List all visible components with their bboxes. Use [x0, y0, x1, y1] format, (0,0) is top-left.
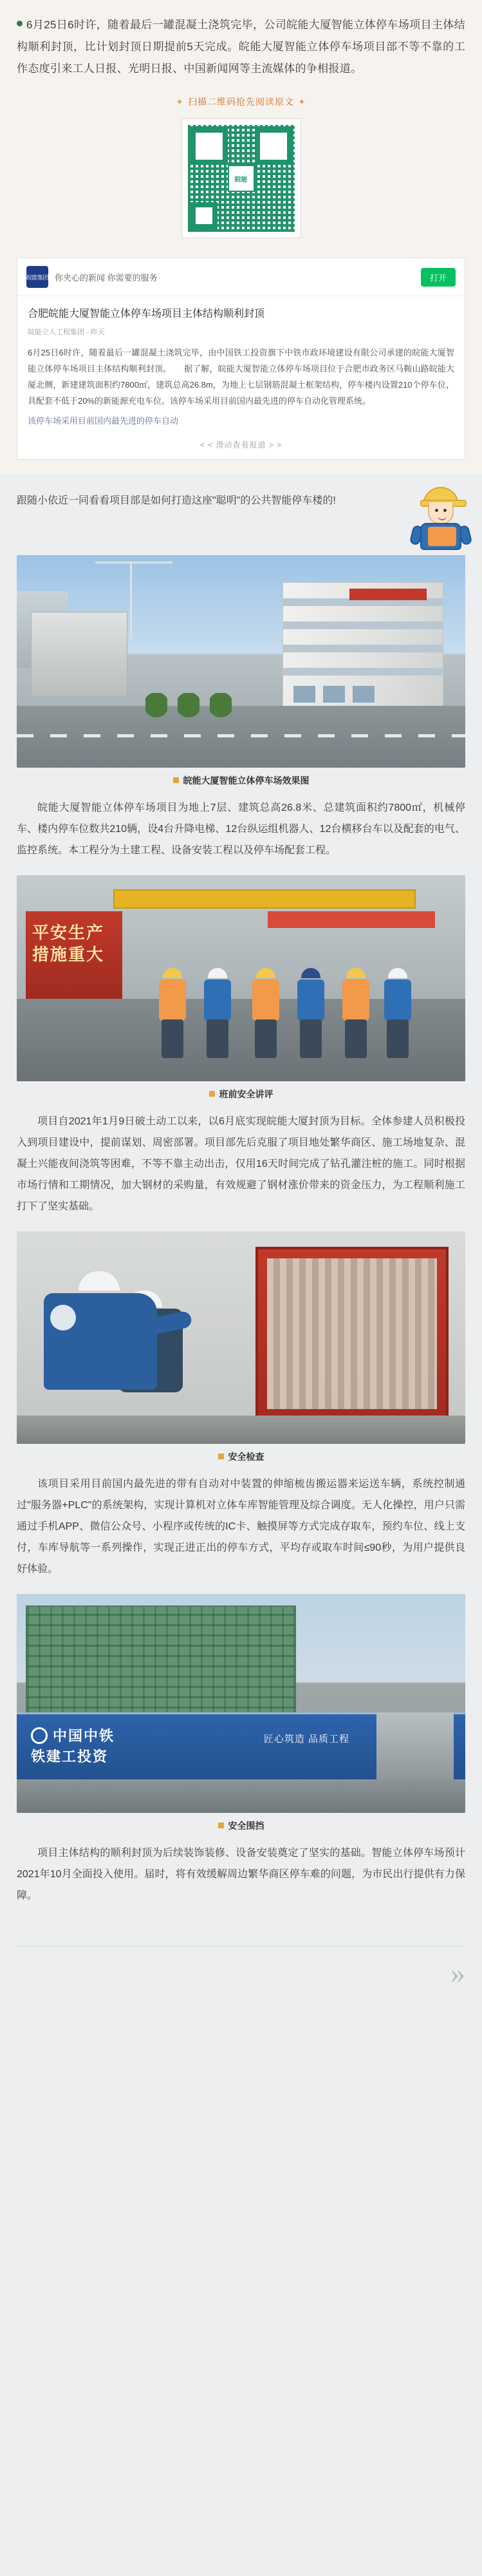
card-swipe-hint: < < 滑动查看报道 > >	[199, 440, 283, 450]
content-body	[0, 551, 482, 1946]
open-button[interactable]: 打开	[421, 268, 456, 287]
worker-mascot-icon	[411, 486, 470, 553]
facade-band-2	[283, 621, 443, 629]
orange-square-icon	[173, 777, 179, 783]
photo-inspection	[17, 1231, 465, 1444]
legs-icon	[255, 1019, 277, 1058]
caption-text-4: 安全围挡	[228, 1821, 264, 1831]
fence-slogan: 匠心筑造 品质工程	[263, 1734, 349, 1745]
account-avatar: 皖能集团	[26, 266, 48, 288]
vest-icon	[159, 980, 186, 1021]
worker-2	[200, 968, 235, 1065]
qr-tip-text: 扫描二维码抢先阅读原文	[188, 97, 294, 107]
card-more-text[interactable]: 该停车场采用目前国内最先进的停车自动	[28, 416, 179, 426]
control-panel	[255, 1247, 449, 1421]
card-header	[17, 258, 465, 296]
legs-icon	[207, 1019, 228, 1058]
qr-tip	[17, 95, 465, 108]
site-gate	[376, 1712, 454, 1779]
helmet-icon	[346, 968, 366, 978]
window-1	[293, 686, 315, 703]
paragraph-3: 该项目采用目前国内最先进的带有自动对中装置的伸缩梳齿搬运器来运送车辆，系统控制通过"服务器+PLC"的系统架构，实现计算机对立体车库智能管理及综合调度。无人化操控，用户只需通过手机APP、微信公众号、小程序或传统的IC卡、触摸屏等方式完成存取车，预约车位、线上支付，车库导航等一系列操作，实现正进正出的停车方式，平均存或取车时间≤90秒，为用户提供良好体验。	[17, 1479, 465, 1575]
window-3	[353, 686, 375, 703]
worker-6	[380, 968, 415, 1065]
star-icon-left: ✦	[176, 97, 184, 107]
intro-block	[0, 0, 482, 86]
worker-5	[338, 968, 373, 1065]
face-icon	[428, 502, 454, 524]
fence-brand	[31, 1726, 127, 1768]
china-railway-logo-icon	[31, 1727, 48, 1744]
legs-icon	[300, 1019, 322, 1058]
qr-corner-icon	[190, 202, 218, 229]
qr-center-label: 皖能	[228, 165, 255, 192]
photo-caption-4	[17, 1819, 465, 1832]
mouth-icon	[438, 516, 447, 520]
divider	[17, 1946, 465, 1947]
worker-inspector	[33, 1271, 169, 1432]
badge-icon	[50, 1305, 76, 1331]
helmet-icon	[301, 968, 320, 978]
card-text: 6月25日6时许，随着最后一罐混凝土浇筑完毕，由中国铁工投资旗下中铁市政环境建设有限公司承建的皖能大厦智能立体停车场项目主体结构顺利封顶。 据了解，皖能大厦智能立体停车场项目位于合肥市政务区马鞍山路皖能大厦北侧，新建建筑面积约7800㎡，建筑总高26.8m，为地上七层钢筋混凝土框架结构，停车楼内设置210个停车位，具配套不低于20%的新能源充电车位。该停车场采用目前国内最先进的停车自动化管理系统。	[28, 348, 454, 406]
intro-text: 6月25日6时许，随着最后一罐混凝土浇筑完毕，公司皖能大厦智能立体停车场项目主体结构顺利封顶，比计划封顶日期提前5天完成。皖能大厦智能立体停车场项目部不等不靠的工作态度引来工人日报、光明日报、中国新闻网等主流媒体的争相报道。	[17, 19, 465, 75]
helmet-icon	[256, 968, 275, 978]
caption-text-3: 安全检查	[228, 1452, 264, 1462]
photo-rendering	[17, 555, 465, 768]
article-card-wrap	[0, 255, 482, 474]
photo-caption-1	[17, 774, 465, 787]
helmet-icon	[163, 968, 182, 978]
road	[17, 706, 465, 768]
window-2	[323, 686, 345, 703]
red-banner	[349, 589, 427, 600]
tree-icon-2	[178, 693, 199, 723]
photo-site-fence	[17, 1594, 465, 1813]
leadin-block	[0, 474, 482, 551]
fence-brand-text: 中国中铁 铁建工投资	[31, 1728, 115, 1765]
yellow-banner	[113, 889, 416, 909]
tree-icon-1	[145, 693, 167, 723]
legs-icon	[387, 1019, 409, 1058]
orange-square-icon	[218, 1823, 224, 1828]
card-body	[17, 296, 465, 433]
legs-icon	[345, 1019, 367, 1058]
footer	[0, 1958, 482, 2018]
worker-3	[248, 968, 283, 1065]
quote-mark-icon: »	[450, 1956, 465, 1989]
uniform-icon	[204, 980, 231, 1021]
worker-4	[293, 968, 328, 1065]
red-slogan-banner	[268, 911, 435, 928]
adjacent-building	[31, 612, 127, 697]
helmet-icon	[208, 968, 227, 978]
article-card[interactable]	[17, 258, 465, 460]
legs-icon	[162, 1019, 183, 1058]
vest-icon	[252, 980, 279, 1021]
card-title: 合肥皖能大厦智能立体停车场项目主体结构顺利封顶	[28, 308, 265, 319]
qr-promo-block	[0, 86, 482, 255]
photo-caption-2	[17, 1088, 465, 1101]
caption-text-2: 班前安全讲评	[219, 1089, 273, 1099]
body-icon	[420, 523, 461, 550]
star-icon-right: ✦	[298, 97, 306, 107]
photo-caption-3	[17, 1450, 465, 1463]
red-slogan-board: 平安生产 措施重大	[26, 911, 122, 1008]
paragraph-4: 项目主体结构的顺利封顶为后续装饰装修、设备安装奠定了坚实的基础。智能立体停车场预计2021年10月全面投入使用。届时，将有效缓解周边繁华商区停车难的问题，为市民出行提供有力保障。	[17, 1848, 465, 1901]
paragraph-1: 皖能大厦智能立体停车场项目为地上7层、建筑总高26.8米、总建筑面积约7800㎡，机械停车、楼内停车位数共210辆，设4台升降电梯、12台纵运组机器人、12台横移台车以及配套的电气、监控系统。本工程分为土建工程、设备安装工程以及停车场配套工程。	[17, 802, 465, 856]
eye-left-icon	[435, 509, 438, 512]
orange-square-icon	[218, 1454, 224, 1459]
worker-1	[155, 968, 190, 1065]
facade-band-3	[283, 645, 443, 652]
road	[17, 1779, 465, 1813]
paragraph-2: 项目自2021年1月9日破土动工以来，以6月底实现皖能大厦封顶为目标。全体参建人员积极投入到项目建设中，提前谋划、周密部署。项目部先后克服了项目地处繁华商区、施工场地复杂、混凝土兴能夜间浇筑等困难，不等不靠主动出击，仅用16天时间完成了钻孔灌注桩的施工。同时根据市场行情和工期情况，加大钢材的采购量，有效规避了钢材涨价带来的资金压力，为工程顺利施工打下了坚实基础。	[17, 1116, 465, 1212]
bullet-dot-icon	[17, 21, 23, 26]
panel-grid	[267, 1258, 437, 1409]
uniform-icon	[297, 980, 324, 1021]
vest-icon	[342, 980, 369, 1021]
eye-right-icon	[443, 509, 447, 512]
intro-paragraph	[17, 14, 465, 80]
helmet-icon	[79, 1271, 120, 1291]
qr-code[interactable]	[181, 118, 301, 238]
leadin-text: 跟随小依近一同看看项目部是如何打造这座"聪明"的公共智能停车楼的!	[17, 495, 336, 506]
photo-safety-briefing	[17, 875, 465, 1081]
orange-square-icon	[209, 1091, 215, 1097]
tree-icon-3	[210, 693, 232, 723]
card-meta: 皖能立人工程集团 · 昨天	[28, 328, 105, 336]
crane-icon	[130, 562, 132, 639]
vest-icon	[428, 527, 456, 546]
parking-tower-building	[283, 582, 443, 708]
qr-pattern	[188, 125, 295, 232]
account-name: 你夹心的新闻 你需要的服务	[55, 272, 158, 283]
caption-text-1: 皖能大厦智能立体停车场效果图	[183, 775, 310, 786]
uniform-icon	[384, 980, 411, 1021]
helmet-icon	[388, 968, 407, 978]
facade-band-4	[283, 668, 443, 676]
